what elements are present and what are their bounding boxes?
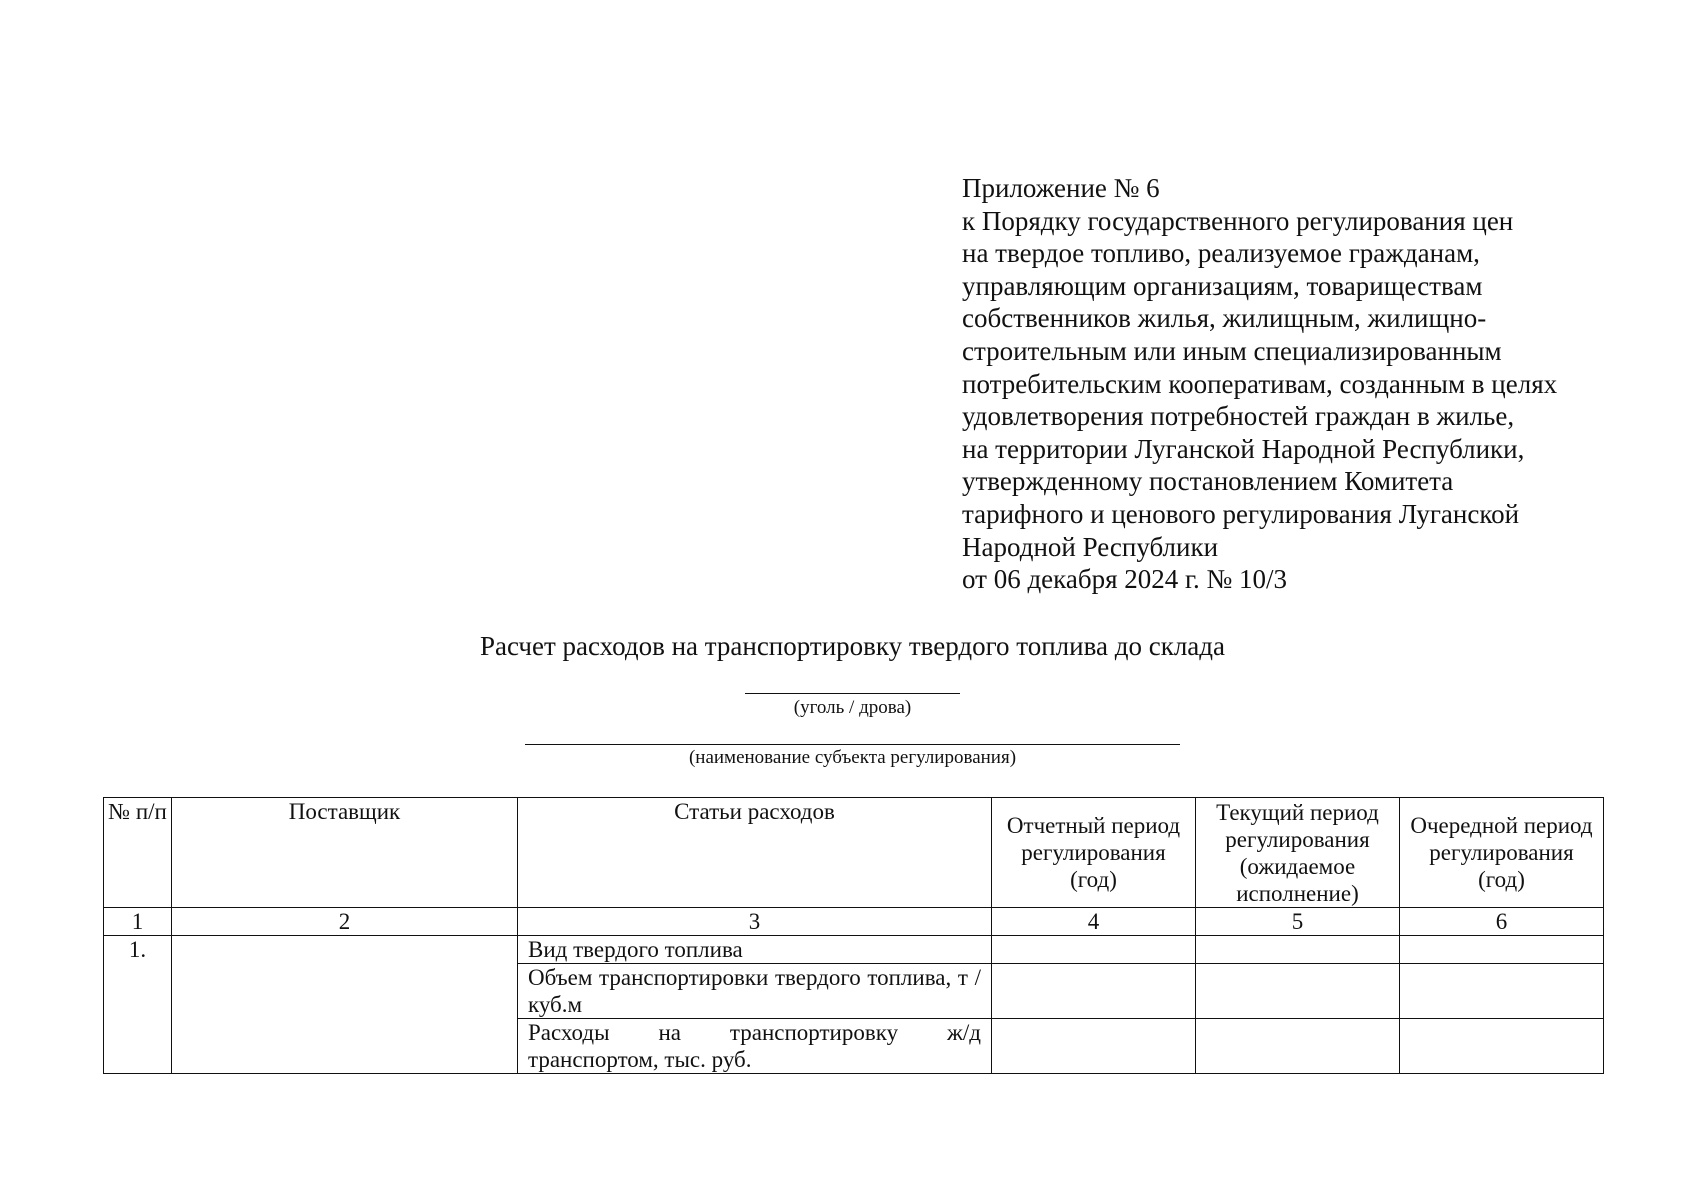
- expense-item-cell: Расходы на транспортировку ж/д транспортом, тыс. руб.: [518, 1019, 992, 1074]
- appendix-line: Народной Республики: [962, 531, 1219, 562]
- current-value-cell[interactable]: [1196, 964, 1400, 1019]
- expense-table: [103, 797, 1604, 1074]
- table-row: [104, 936, 1604, 964]
- next-value-cell[interactable]: [1400, 964, 1604, 1019]
- header-supplier: Поставщик: [172, 798, 518, 908]
- column-number: 4: [992, 908, 1196, 936]
- column-number: 2: [172, 908, 518, 936]
- current-value-cell[interactable]: [1196, 1019, 1400, 1074]
- document-title: Расчет расходов на транспортировку твердого топлива до склада: [479, 631, 1226, 661]
- row-number-cell: 1.: [104, 936, 172, 1074]
- column-number: 3: [518, 908, 992, 936]
- entity-name-blank-line: [525, 744, 1180, 745]
- table-header-row: [104, 798, 1604, 908]
- next-value-cell[interactable]: [1400, 1019, 1604, 1074]
- header-next-period: Очередной период регулирования (год): [1400, 798, 1604, 908]
- entity-name-caption: (наименование субъекта регулирования): [688, 747, 1017, 768]
- appendix-line: на твердое топливо, реализуемое гражданам,: [962, 238, 1480, 269]
- header-reporting-period: Отчетный период регулирования (год): [992, 798, 1196, 908]
- appendix-line: тарифного и ценового регулирования Луганской: [962, 498, 1520, 529]
- appendix-line: собственников жилья, жилищным, жилищно-: [962, 303, 1487, 334]
- fuel-type-blank-line: [745, 693, 960, 694]
- appendix-block: [962, 172, 1652, 596]
- next-value-cell[interactable]: [1400, 936, 1604, 964]
- supplier-cell[interactable]: [172, 936, 518, 1074]
- appendix-line: управляющим организациям, товариществам: [962, 270, 1483, 301]
- header-current-period: Текущий период регулирования (ожидаемое исполнение): [1196, 798, 1400, 908]
- appendix-line: Приложение № 6: [962, 173, 1160, 203]
- column-number-row: [104, 908, 1604, 936]
- column-number: 5: [1196, 908, 1400, 936]
- appendix-line: потребительским кооперативам, созданным в целях: [962, 368, 1558, 399]
- column-number: 6: [1400, 908, 1604, 936]
- appendix-line: утвержденному постановлением Комитета: [962, 466, 1454, 497]
- expense-item-cell: Вид твердого топлива: [518, 936, 992, 964]
- expense-item-cell: Объем транспортировки твердого топлива, т / куб.м: [518, 964, 992, 1019]
- appendix-line: на территории Луганской Народной Республики,: [962, 433, 1525, 464]
- reporting-value-cell[interactable]: [992, 936, 1196, 964]
- column-number: 1: [104, 908, 172, 936]
- appendix-line: от 06 декабря 2024 г. № 10/3: [962, 564, 1288, 595]
- reporting-value-cell[interactable]: [992, 964, 1196, 1019]
- fuel-type-caption: (уголь / дрова): [793, 697, 912, 718]
- reporting-value-cell[interactable]: [992, 1019, 1196, 1074]
- appendix-line: строительным или иным специализированным: [962, 335, 1502, 366]
- current-value-cell[interactable]: [1196, 936, 1400, 964]
- header-expense-items: Статьи расходов: [518, 798, 992, 908]
- appendix-line: удовлетворения потребностей граждан в жилье,: [962, 401, 1515, 432]
- appendix-line: к Порядку государственного регулирования цен: [962, 205, 1514, 236]
- header-row-number: № п/п: [104, 798, 172, 908]
